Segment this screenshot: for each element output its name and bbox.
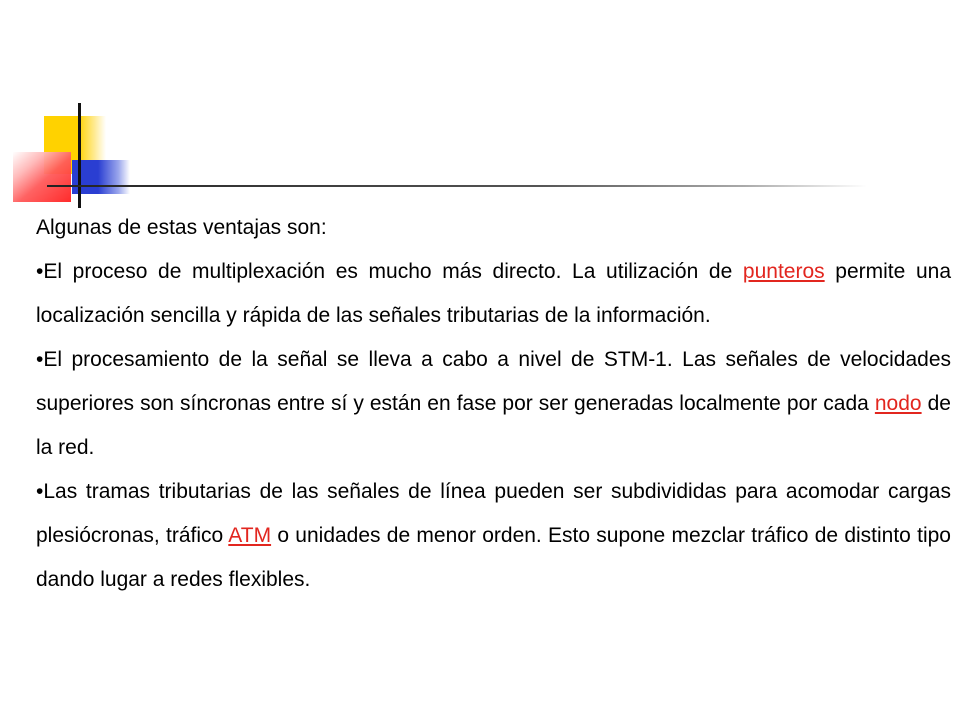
bullet-paragraph <box>36 338 951 470</box>
bullet-marker: • <box>36 348 44 371</box>
bullet-marker: • <box>36 260 44 283</box>
intro-text: Algunas de estas ventajas son: <box>36 216 327 239</box>
slide-body <box>36 206 951 602</box>
link-atm[interactable]: ATM <box>228 524 272 547</box>
bullet-text-post: de la red. <box>36 392 951 459</box>
bullet-text-post: permite una localización sencilla y rápida de las señales tributarias de la información. <box>36 260 952 327</box>
bullet-paragraph <box>36 250 951 338</box>
title-decoration <box>0 0 960 200</box>
bullet-text-pre: Las tramas tributarias de las señales de línea pueden ser subdivididas para acomodar cargas plesiócronas, tráfico <box>36 480 951 547</box>
bullet-marker: • <box>36 480 44 503</box>
link-nodo[interactable]: nodo <box>874 392 922 415</box>
vertical-rule <box>78 103 81 208</box>
bullet-text-pre: El procesamiento de la señal se lleva a cabo a nivel de STM-1. Las señales de velocidades superiores son síncronas entre sí y están en fase por ser generadas localmente por cada <box>36 348 951 415</box>
link-punteros[interactable]: punteros <box>742 260 825 283</box>
bullet-text-pre: El proceso de multiplexación es mucho más directo. La utilización de <box>43 260 743 283</box>
red-square-decoration <box>13 152 71 202</box>
bullet-paragraph <box>36 470 951 602</box>
horizontal-rule <box>47 185 867 187</box>
bullet-text-post: o unidades de menor orden. Esto supone mezclar tráfico de distinto tipo dando lugar a redes flexibles. <box>36 524 951 591</box>
